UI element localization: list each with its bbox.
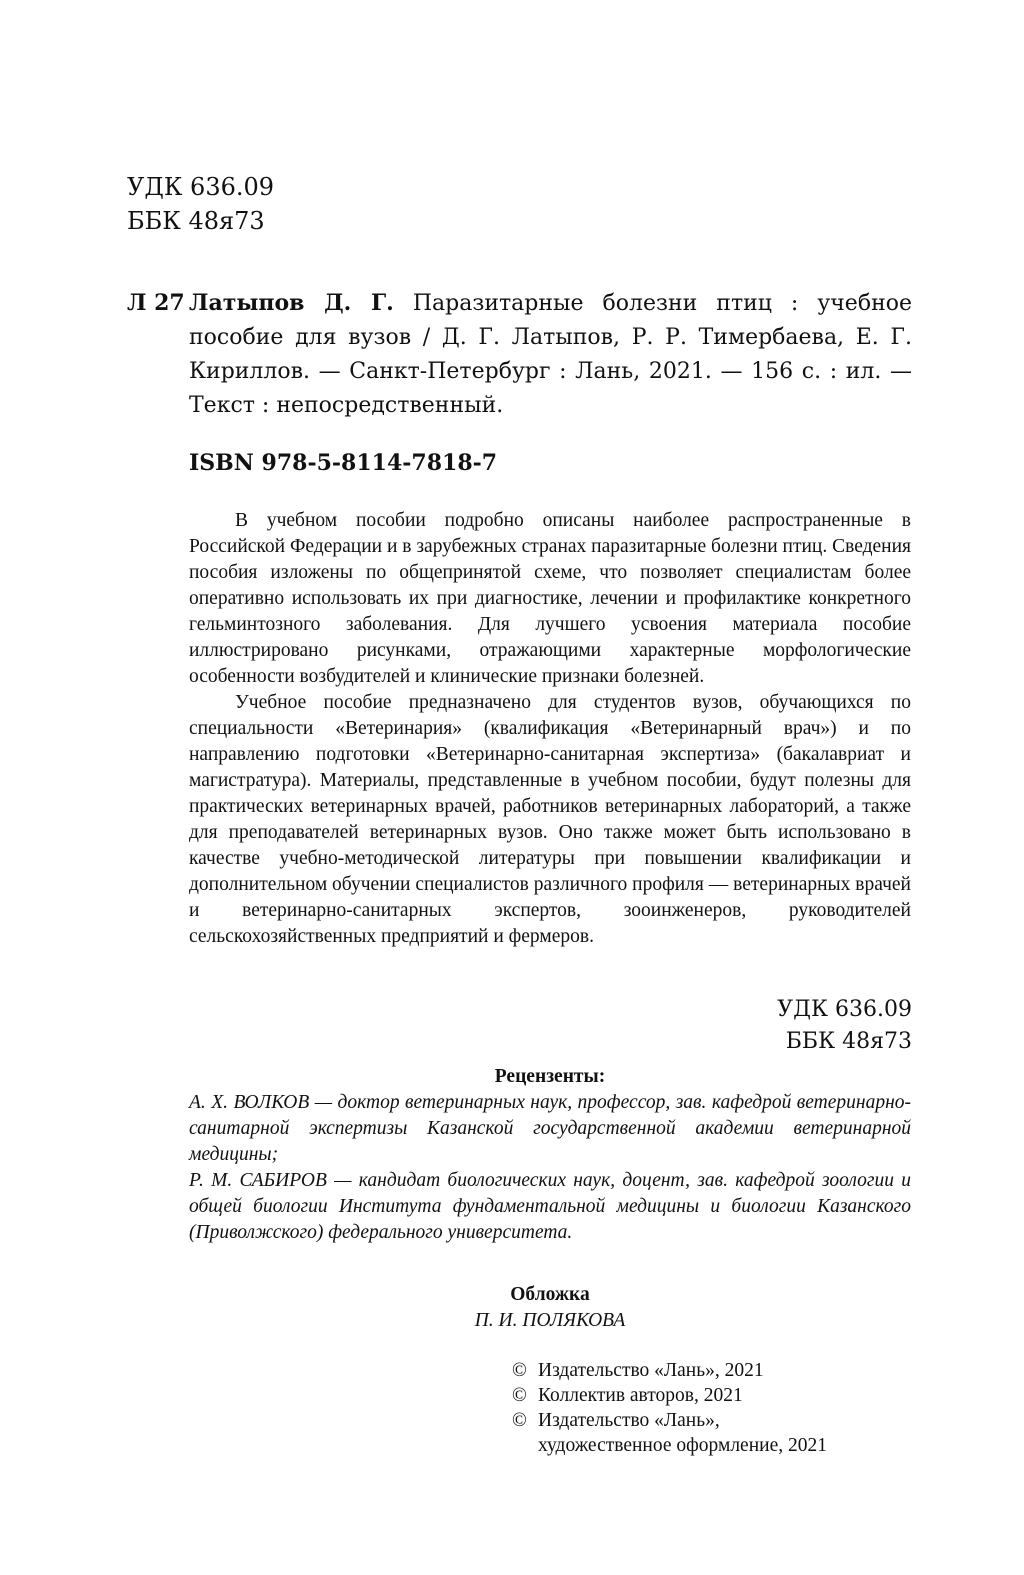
- cover-designer: П. И. ПОЛЯКОВА: [474, 1310, 626, 1331]
- reviewer-entry: Р. М. САБИРОВ — кандидат биологических наук, доцент, зав. кафедрой зоологии и общей биологии Института фундаментальной медицины и биологии Казанского (Приволжского) федерального университета.: [189, 1170, 911, 1243]
- udk-bbk-footer: [777, 994, 912, 1058]
- copyright-line: [512, 1408, 827, 1433]
- bibliographic-description: [189, 286, 912, 423]
- copyright-line: [512, 1383, 827, 1408]
- isbn: ISBN 978-5-8114-7818-7: [189, 450, 498, 476]
- cover-heading: Обложка: [510, 1284, 590, 1305]
- annotation: [189, 508, 911, 950]
- author-mark: Л 27: [127, 290, 185, 316]
- annotation-paragraph: Учебное пособие предназначено для студентов вузов, обучающихся по специальности «Ветеринария» (квалификация «Ветеринарный врач») и по направлению подготовки «Ветеринарно-санитарная экспертиза» (бакалавриат и магистратура). Материалы, представленные в учебном пособии, будут полезны для практических ветеринарных врачей, работников ветеринарных лабораторий, а также для преподавателей ветеринарных вузов. Оно также может быть использовано в качестве учебно-методической литературы при повышении квалификации и дополнительном обучении специалистов различного профиля — ветеринарных врачей и ветеринарно-санитарных экспертов, зооинженеров, руководителей сельскохозяйственных предприятий и фермеров.: [189, 692, 911, 947]
- author-name: Латыпов Д. Г.: [189, 290, 394, 316]
- copyright-icon: ©: [512, 1385, 527, 1406]
- copyright-icon: ©: [512, 1360, 527, 1381]
- copyright-block: [512, 1358, 827, 1458]
- copyright-line: [512, 1358, 827, 1383]
- bbk-code: ББК 48я73: [785, 1029, 912, 1054]
- reviewer-entry: А. Х. ВОЛКОВ — доктор ветеринарных наук, профессор, зав. кафедрой ветеринарно-санитарной экспертизы Казанской государственной академии ветеринарной медицины;: [189, 1092, 911, 1165]
- copyright-text: Издательство «Лань», 2021: [538, 1360, 764, 1381]
- copyright-line: [512, 1433, 827, 1458]
- reviewers-section: [189, 1064, 911, 1246]
- copyright-text: Издательство «Лань»,: [538, 1410, 720, 1431]
- copyright-icon: ©: [512, 1410, 527, 1431]
- udk-code: УДК 636.09: [777, 997, 912, 1022]
- annotation-paragraph: В учебном пособии подробно описаны наиболее распространенные в Российской Федерации и в зарубежных странах паразитарные болезни птиц. Сведения пособия изложены по общепринятой схеме, что позволяет специалистам более оперативно использовать их при диагностике, лечении и профилактике конкретного гельминтозного заболевания. Для лучшего усвоения материала пособие иллюстрировано рисунками, отражающими характерные морфологические особенности возбудителей и клинические признаки болезней.: [189, 510, 912, 687]
- bbk-code: ББК 48я73: [127, 207, 265, 235]
- cover-credit: [189, 1282, 911, 1334]
- udk-bbk-header: [127, 170, 274, 238]
- udk-code: УДК 636.09: [127, 173, 275, 201]
- reviewers-heading: Рецензенты:: [494, 1066, 606, 1087]
- copyright-text: художественное оформление, 2021: [538, 1435, 827, 1456]
- copyright-text: Коллектив авторов, 2021: [538, 1385, 743, 1406]
- title-and-imprint: Паразитарные болезни птиц : учебное пособие для вузов / Д. Г. Латыпов, Р. Р. Тимербаева, Е. Г. Кириллов. — Санкт-Петербург : Лань, 2021. — 156 с. : ил. — Текст : непосредственный.: [189, 291, 912, 418]
